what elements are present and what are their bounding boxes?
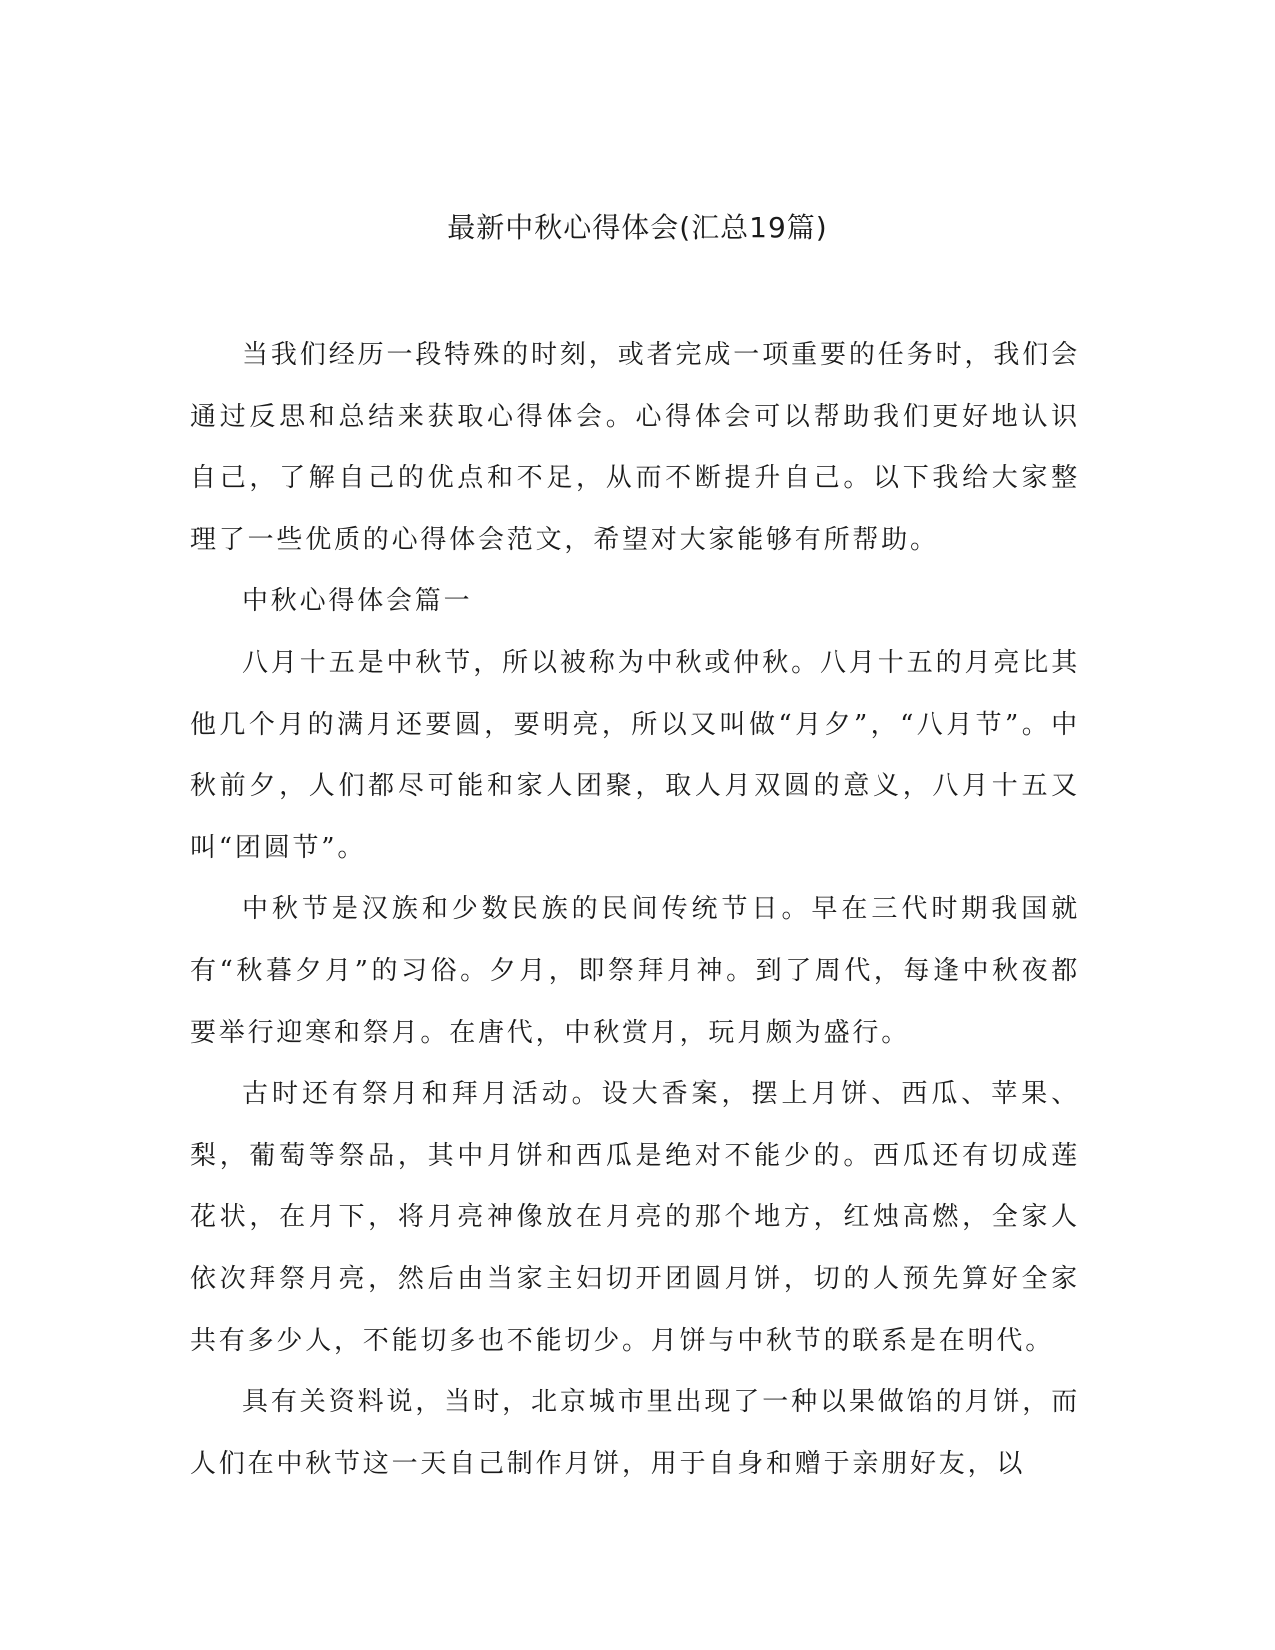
section-heading: 中秋心得体会篇一 <box>242 586 473 617</box>
body-paragraph: 具有关资料说，当时，北京城市里出现了一种以果做馅的月饼，而人们在中秋节这一天自己制作月饼，用于自身和赠于亲朋好友，以 <box>190 1387 1080 1479</box>
document-title: 最新中秋心得体会(汇总19篇) <box>447 211 828 244</box>
body-paragraph: 八月十五是中秋节，所以被称为中秋或仲秋。八月十五的月亮比其他几个月的满月还要圆，要明亮，所以又叫做“月夕”，“八月节”。中秋前夕，人们都尽可能和家人团聚，取人月双圆的意义，八月十五又叫“团圆节”。 <box>190 647 1080 863</box>
body-paragraph: 中秋节是汉族和少数民族的民间传统节日。早在三代时期我国就有“秋暮夕月”的习俗。夕月，即祭拜月神。到了周代，每逢中秋夜都要举行迎寒和祭月。在唐代，中秋赏月，玩月颇为盛行。 <box>190 894 1080 1048</box>
intro-paragraph: 当我们经历一段特殊的时刻，或者完成一项重要的任务时，我们会通过反思和总结来获取心得体会。心得体会可以帮助我们更好地认识自己，了解自己的优点和不足，从而不断提升自己。以下我给大家整理了一些优质的心得体会范文，希望对大家能够有所帮助。 <box>190 340 1080 555</box>
body-paragraph: 古时还有祭月和拜月活动。设大香案，摆上月饼、西瓜、苹果、梨，葡萄等祭品，其中月饼和西瓜是绝对不能少的。西瓜还有切成莲花状，在月下，将月亮神像放在月亮的那个地方，红烛高燃，全家人依次拜祭月亮，然后由当家主妇切开团圆月饼，切的人预先算好全家共有多少人，不能切多也不能切少。月饼与中秋节的联系是在明代。 <box>190 1079 1080 1356</box>
document-body <box>190 325 1080 1495</box>
